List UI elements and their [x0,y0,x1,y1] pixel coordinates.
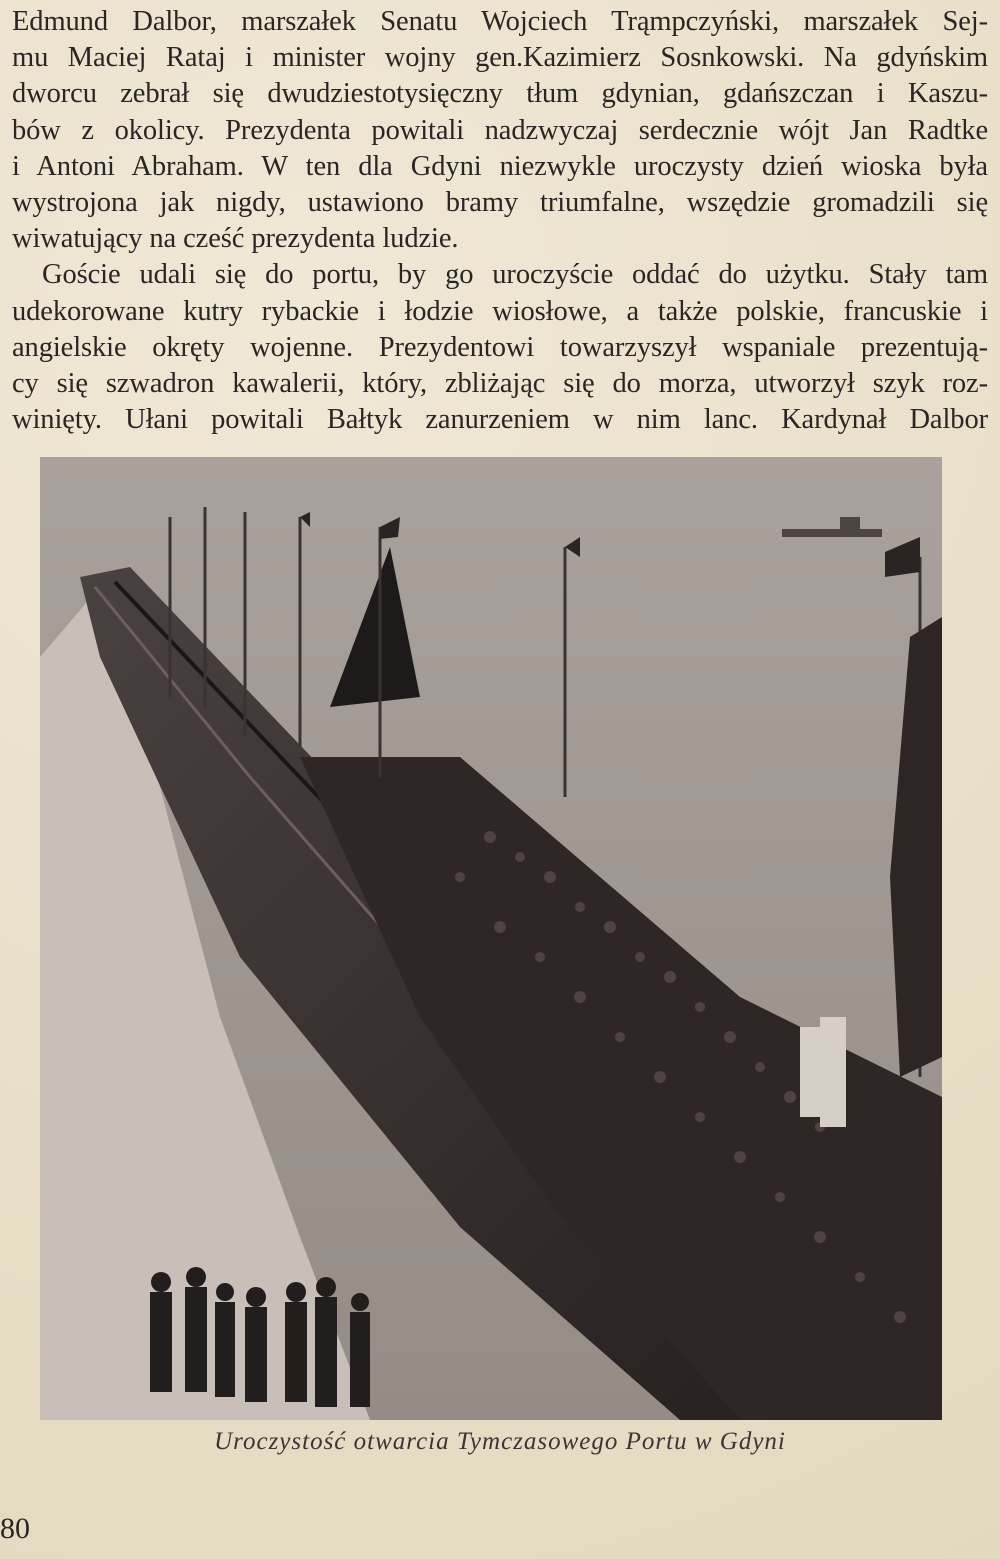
text-line: cy się szwadron kawalerii, który, zbliżając się do morza, utworzył szyk roz- [12,367,988,399]
text-line: Edmund Dalbor, marszałek Senatu Wojciech Trąmpczyński, marszałek Sej- [12,6,988,37]
clergy-figures [800,1017,846,1127]
paragraph-2 [12,257,988,438]
text-line: dworcu zebrał się dwudziestotysięczny tłum gdynian, gdańszczan i Kaszu- [12,78,988,110]
text-line: bów z okolicy. Prezydenta powitali nadzwyczaj serdecznie wójt Jan Radtke [12,114,988,146]
body-text [12,4,988,438]
text-line: winięty. Ułani powitali Bałtyk zanurzeniem w nim lanc. Kardynał Dalbor [12,404,988,436]
text-line: i Antoni Abraham. W ten dla Gdyni niezwykle uroczysty dzień wioska była [12,150,988,182]
figure-caption: Uroczystość otwarcia Tymczasowego Portu w Gdyni [214,1428,786,1455]
text-line: wystrojona jak nigdy, ustawiono bramy triumfalne, wszędzie gromadzili się [12,186,988,218]
text-line: wiwatujący na cześć prezydenta ludzie. [12,223,459,255]
text-line: udekorowane kutry rybackie i łodzie wiosłowe, a także polskie, francuskie i [12,295,988,327]
text-line: Goście udali się do portu, by go uroczyście oddać do użytku. Stały tam [42,259,988,291]
historical-photograph [40,457,942,1420]
distant-ship [782,529,882,537]
paragraph-1 [12,4,988,257]
text-line: mu Maciej Rataj i minister wojny gen.Kazimierz Sosnkowski. Na gdyńskim [12,42,988,74]
text-line: angielskie okręty wojenne. Prezydentowi towarzyszył wspaniale prezentują- [12,331,988,363]
page-number: 80 [0,1512,30,1545]
pier-ceremony-photo [40,457,942,1420]
